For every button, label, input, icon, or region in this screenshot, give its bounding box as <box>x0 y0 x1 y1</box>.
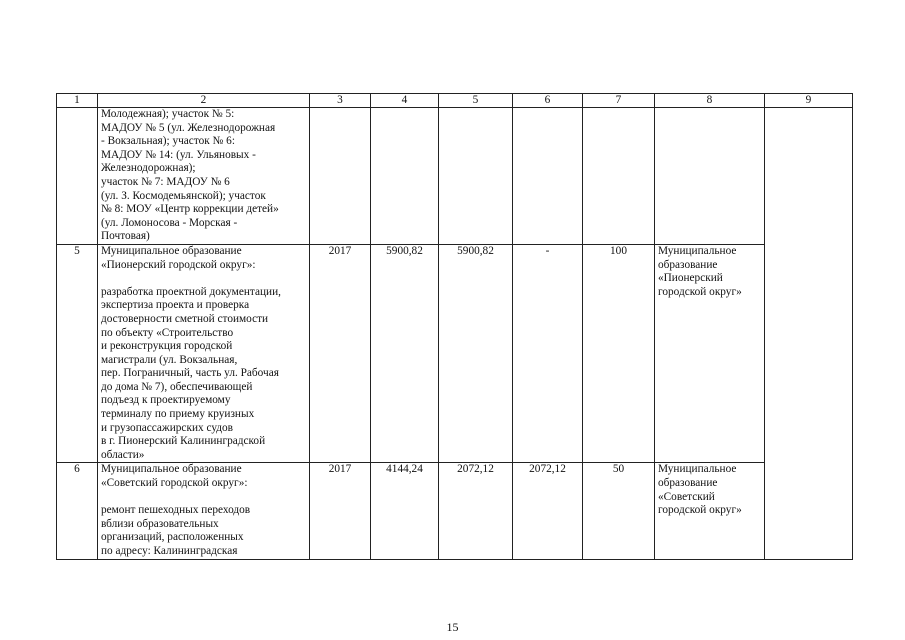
col-header-8: 8 <box>655 94 765 108</box>
cell-year: 2017 <box>310 463 371 559</box>
cell-description: Муниципальное образование «Советский городской округ»: ремонт пешеходных переходов вблизи образовательных организаций, расположенных по адресу: Калининградская <box>98 463 310 559</box>
cell-col6: - <box>513 244 583 463</box>
col-header-5: 5 <box>439 94 513 108</box>
cell-year: 2017 <box>310 244 371 463</box>
cell-col7: 50 <box>583 463 655 559</box>
data-table <box>56 93 853 560</box>
cell-col5: 5900,82 <box>439 244 513 463</box>
header-row <box>57 94 853 108</box>
cell-col5: 2072,12 <box>439 463 513 559</box>
cell-col7 <box>583 108 655 245</box>
cell-num <box>57 108 98 245</box>
cell-col6 <box>513 108 583 245</box>
table-row <box>57 463 853 559</box>
cell-num: 6 <box>57 463 98 559</box>
col-header-1: 1 <box>57 94 98 108</box>
table-row-continuation <box>57 108 853 245</box>
cell-col7: 100 <box>583 244 655 463</box>
cell-description: Молодежная); участок № 5: МАДОУ № 5 (ул. Железнодорожная - Вокзальная); участок № 6: МАДОУ № 14: (ул. Ульяновых - Железнодорожная); участок № 7: МАДОУ № 6 (ул. З. Космодемьянской); участок № 8: МОУ «Центр коррекции детей» (ул. Ломоносова - Морская - Почтовая) <box>98 108 310 245</box>
cell-total: 5900,82 <box>371 244 439 463</box>
col-header-9: 9 <box>765 94 853 108</box>
cell-col9 <box>765 108 853 560</box>
cell-col8: Муниципальное образование «Пионерский городской округ» <box>655 244 765 463</box>
cell-col6: 2072,12 <box>513 463 583 559</box>
cell-description: Муниципальное образование «Пионерский городской округ»: разработка проектной документации, экспертиза проекта и проверка достоверности сметной стоимости по объекту «Строительство и реконструкция городской магистрали (ул. Вокзальная, пер. Пограничный, часть ул. Рабочая до дома № 7), обеспечивающей подъезд к проектируемому терминалу по приему круизных и грузопассажирских судов в г. Пионерский Калининградской области» <box>98 244 310 463</box>
cell-col8: Муниципальное образование «Советский городской округ» <box>655 463 765 559</box>
cell-total <box>371 108 439 245</box>
col-header-2: 2 <box>98 94 310 108</box>
col-header-7: 7 <box>583 94 655 108</box>
page-number: 15 <box>446 620 459 634</box>
cell-year <box>310 108 371 245</box>
cell-col5 <box>439 108 513 245</box>
col-header-3: 3 <box>310 94 371 108</box>
col-header-6: 6 <box>513 94 583 108</box>
cell-num: 5 <box>57 244 98 463</box>
col-header-4: 4 <box>371 94 439 108</box>
cell-total: 4144,24 <box>371 463 439 559</box>
cell-col8 <box>655 108 765 245</box>
table-row <box>57 244 853 463</box>
